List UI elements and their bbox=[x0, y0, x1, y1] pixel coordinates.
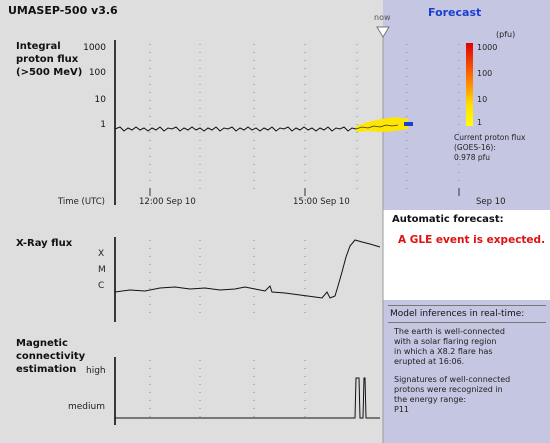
xray-level-m: M bbox=[98, 265, 106, 275]
xray-level-c: C bbox=[98, 281, 105, 291]
proton-forecast-fan bbox=[356, 117, 408, 132]
proton-title-line2: proton flux bbox=[16, 54, 79, 65]
colorbar-tick-100: 100 bbox=[477, 69, 493, 78]
model-para2-line1: Signatures of well-connected bbox=[394, 375, 511, 384]
now-marker-icon bbox=[377, 27, 389, 37]
magnetic-title-line1: Magnetic bbox=[16, 338, 68, 349]
proton-flux-trace bbox=[115, 127, 356, 131]
model-para2-line4: P11 bbox=[394, 405, 410, 414]
proton-title-line1: Integral bbox=[16, 41, 61, 52]
current-flux-line2: (GOES-16): bbox=[454, 143, 496, 152]
x-axis-label: Time (UTC) bbox=[58, 197, 105, 207]
colorbar-tick-1: 1 bbox=[477, 118, 483, 127]
x-tick-1200: 12:00 Sep 10 bbox=[139, 197, 196, 207]
app-title: UMASEP-500 v3.6 bbox=[8, 4, 118, 17]
proton-y-tick-1: 1 bbox=[100, 120, 106, 130]
magnetic-title-line3: estimation bbox=[16, 364, 77, 375]
proton-forecast-marker bbox=[404, 122, 413, 126]
model-para1-line2: with a solar flaring region bbox=[394, 337, 497, 346]
model-inferences-title: Model inferences in real-time: bbox=[390, 309, 525, 319]
proton-y-tick-1000: 1000 bbox=[83, 43, 106, 53]
magnetic-level-high: high bbox=[86, 366, 106, 376]
model-para1-line1: The earth is well-connected bbox=[394, 327, 505, 336]
current-flux-value: 0.978 pfu bbox=[454, 153, 491, 162]
colorbar-unit: (pfu) bbox=[496, 30, 516, 39]
proton-title-line3: (>500 MeV) bbox=[16, 67, 83, 78]
current-flux-line1: Current proton flux bbox=[454, 133, 526, 142]
magnetic-trace bbox=[115, 378, 380, 418]
xray-flux-trace bbox=[115, 240, 380, 298]
colorbar bbox=[466, 43, 473, 126]
gle-forecast-message: A GLE event is expected. bbox=[398, 234, 546, 246]
automatic-forecast-title: Automatic forecast: bbox=[392, 214, 504, 225]
model-para1-line3: in which a X8.2 flare has bbox=[394, 347, 493, 356]
model-para2-line3: the energy range: bbox=[394, 395, 467, 404]
xray-level-x: X bbox=[98, 249, 105, 259]
grid-columns bbox=[150, 44, 459, 420]
x-tick-1500: 15:00 Sep 10 bbox=[293, 197, 350, 207]
model-para1-line4: erupted at 16:06. bbox=[394, 357, 465, 366]
magnetic-title-line2: connectivity bbox=[16, 351, 86, 362]
proton-y-tick-100: 100 bbox=[88, 68, 106, 78]
forecast-x-tick: Sep 10 bbox=[476, 197, 506, 207]
now-label: now bbox=[374, 13, 391, 22]
magnetic-level-medium: medium bbox=[68, 402, 105, 412]
colorbar-tick-10: 10 bbox=[477, 95, 488, 104]
proton-y-tick-10: 10 bbox=[94, 95, 106, 105]
xray-title: X-Ray flux bbox=[16, 238, 73, 249]
model-para2-line2: protons were recognized in bbox=[394, 385, 503, 394]
colorbar-tick-1000: 1000 bbox=[477, 43, 498, 52]
forecast-label: Forecast bbox=[428, 6, 482, 19]
